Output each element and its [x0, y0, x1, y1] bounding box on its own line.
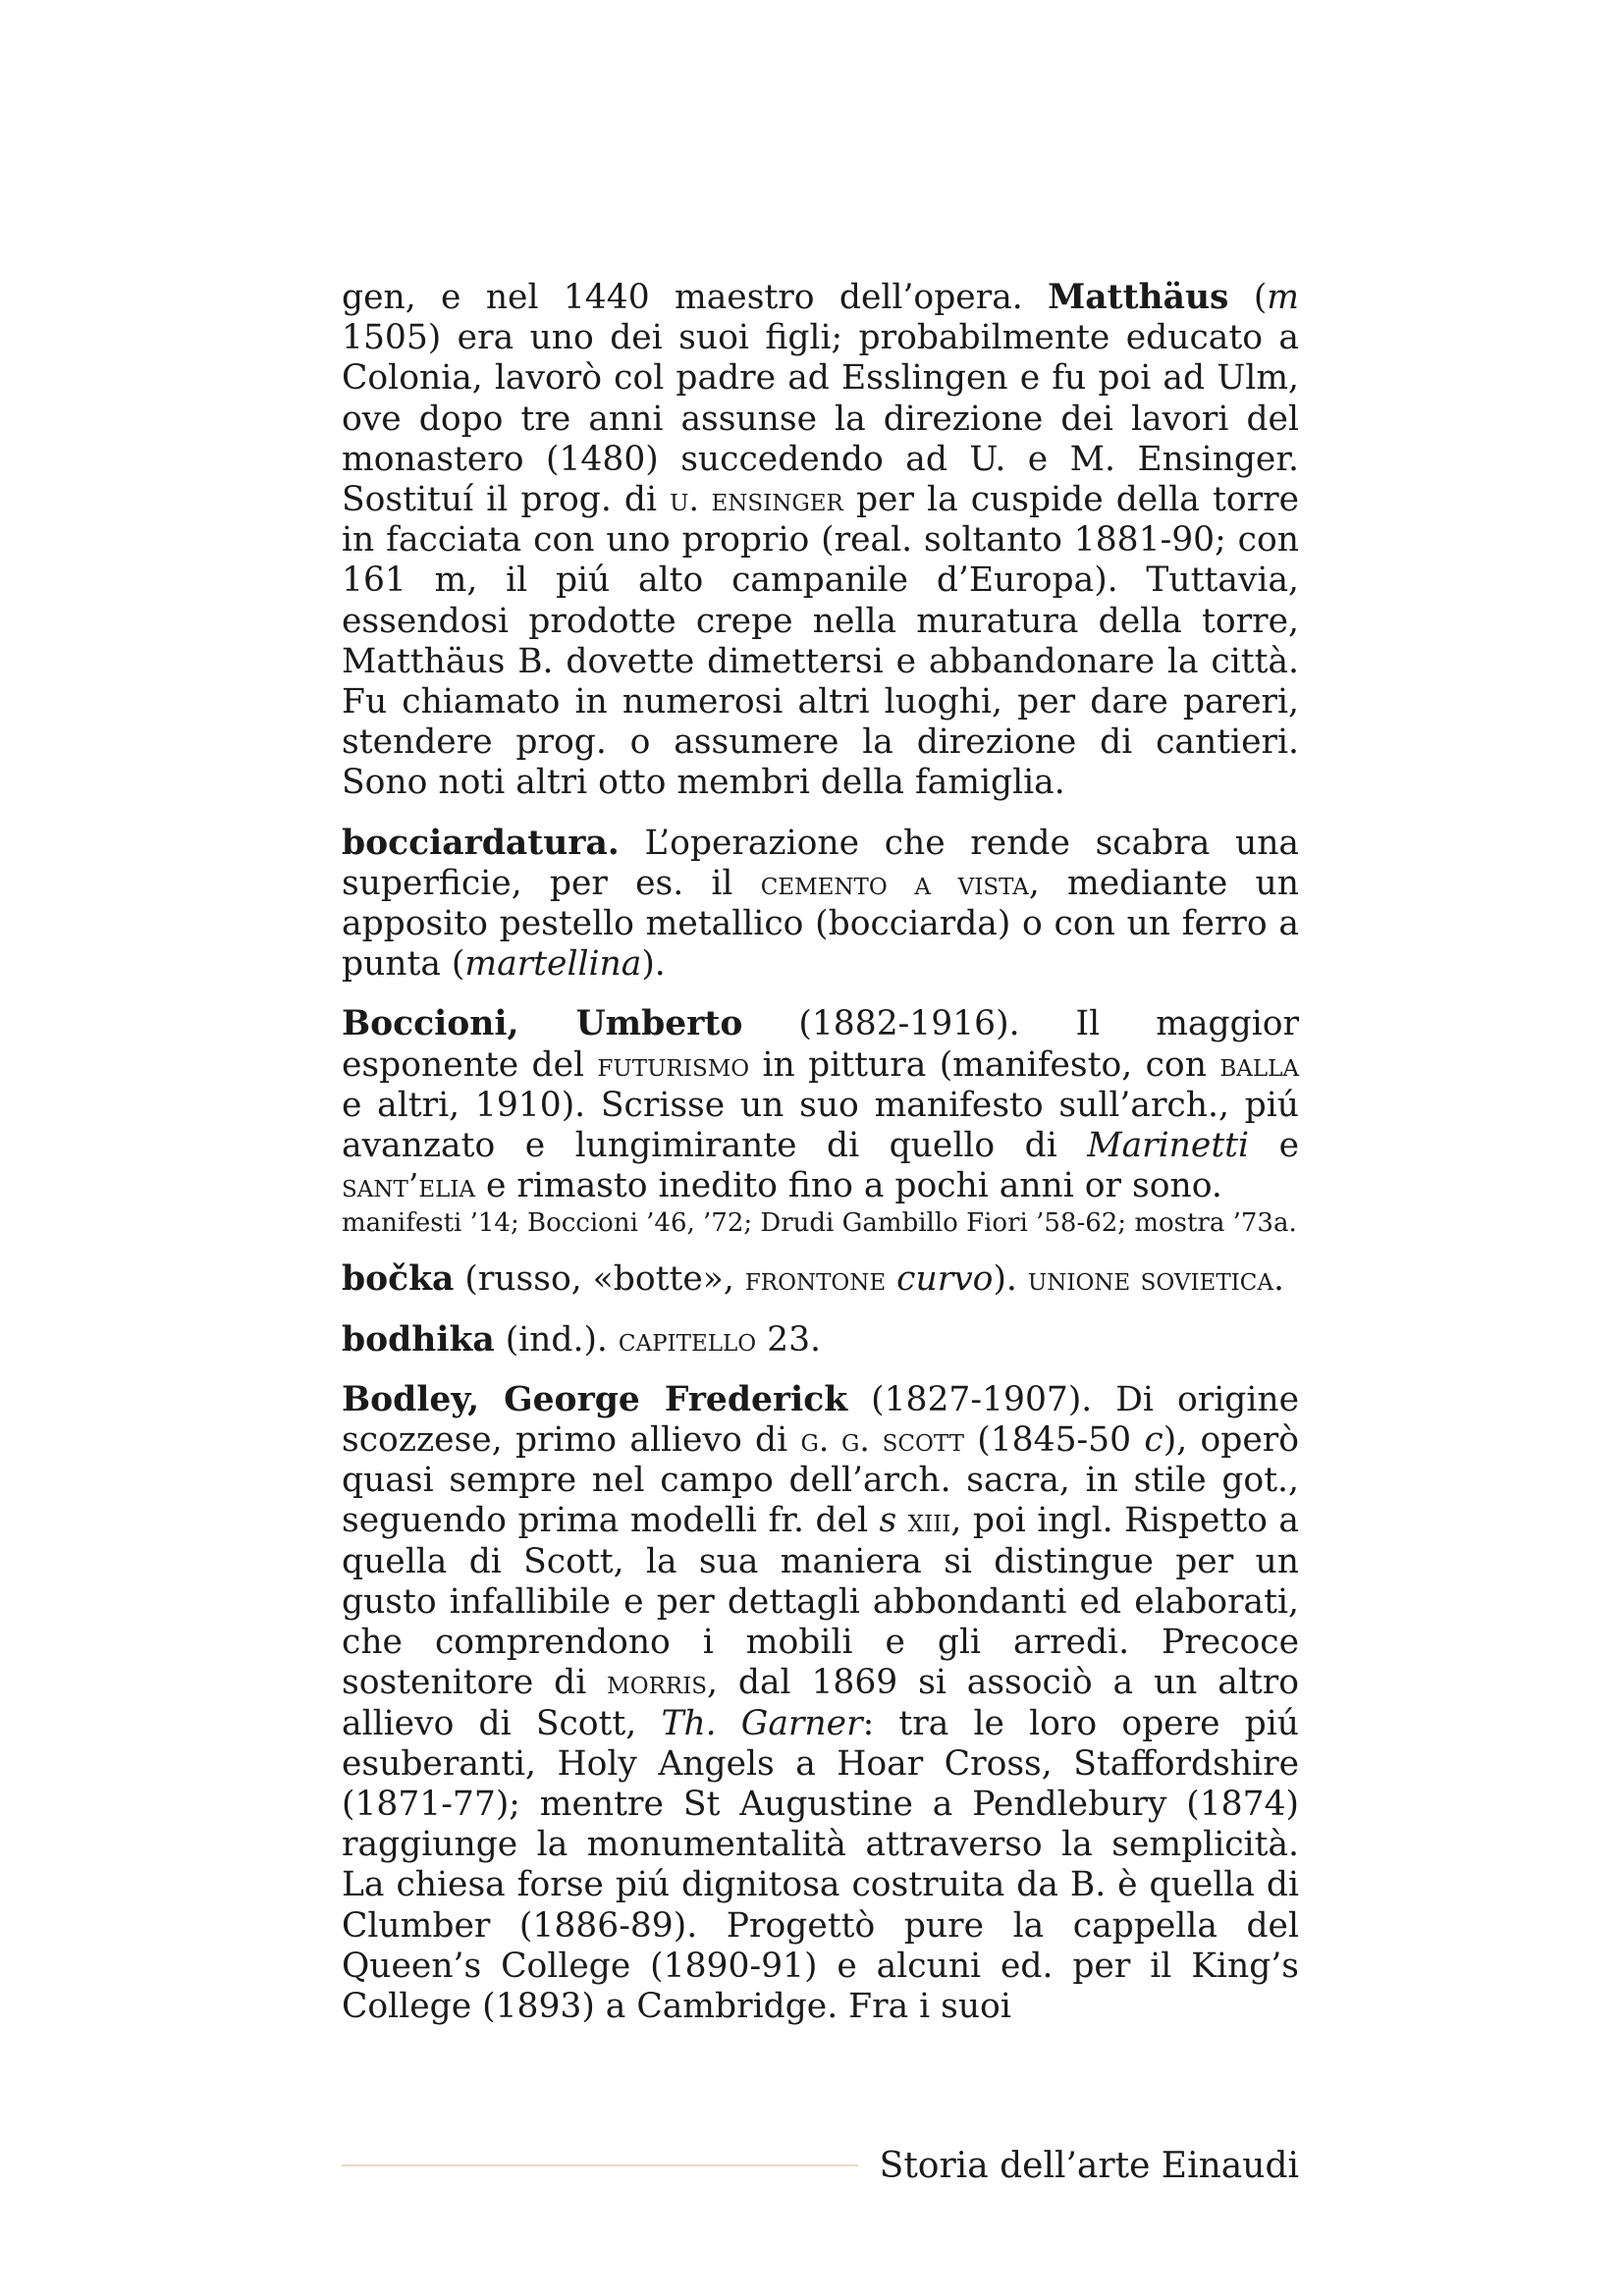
cross-reference: sant’elia [342, 1167, 476, 1205]
entry-text: gen, e nel 1440 maestro dell’opera. Matthäus (m 1505) era uno dei suoi figli; probabilmente educato a Colonia, lavorò col padre ad Esslingen e fu poi ad Ulm, ove dopo tre anni assunse la direzione dei lavori del monastero (1480) succedendo ad U. e M. Ensinger. Sostituí il prog. di u. ensinger per la cuspide della torre in facciata con uno proprio (real. soltanto 1881-90; con 161 m, il piú alto campanile d’Europa). Tuttavia, essendosi prodotte crepe nella muratura della torre, Matthäus B. dovette dimettersi e abbandonare la città. Fu chiamato in numerosi altri luoghi, per dare pareri, stendere prog. o assumere la direzione di cantieri. Sono noti altri otto membri della famiglia. [342, 278, 1299, 803]
entry-text: Bodley, George Frederick (1827-1907). Di origine scozzese, primo allievo di g. g. scott (1845-50 c), operò quasi sempre nel campo dell’arch. sacra, in stile got., seguendo prima modelli fr. del s xiii, poi ingl. Rispetto a quella di Scott, la sua maniera si distingue per un gusto infallibile e per dettagli abbondanti ed elaborati, che comprendono i mobili e gli arredi. Precoce sostenitore di morris, dal 1869 si associò a un altro allievo di Scott, Th. Garner: tra le loro opere piú esuberanti, Holy Angels a Hoar Cross, Staffordshire (1871-77); mentre St Augustine a Pendlebury (1874) raggiunge la monumentalità attraverso la semplicità. La chiesa forse piú dignitosa costruita da B. è quella di Clumber (1886-89). Progettò pure la cappella del Queen’s College (1890-91) e alcuni ed. per il King’s College (1893) a Cambridge. Fra i suoi [342, 1379, 1300, 2026]
cross-reference: cemento a vista [760, 864, 1029, 902]
entry-text: bocciardatura. L’operazione che rende scabra una superficie, per es. il cemento a vista, mediante un apposito pestello metallico (bocciarda) o con un ferro a punta (martellina). [342, 823, 1299, 985]
cross-reference: frontone [744, 1260, 887, 1299]
footer-title: Storia dell’arte Einaudi [879, 2145, 1299, 2186]
entry-boccioni [342, 1004, 1299, 1240]
page-footer [342, 2141, 1299, 2190]
footer-rule [342, 2164, 858, 2166]
bibliography: manifesti ’14; Boccioni ’46, ’72; Drudi Gambillo Fiori ’58-62; mostra ’73a. [342, 1208, 1297, 1239]
entry-head: Boccioni, Umberto [342, 1004, 743, 1044]
entry-bocka [342, 1259, 1299, 1300]
entry-bodhika [342, 1320, 1299, 1361]
entry-text: Boccioni, Umberto (1882-1916). Il maggior esponente del futurismo in pittura (manifesto, con balla e altri, 1910). Scrisse un suo manifesto sull’arch., piú avanzato e lungimirante di quello di Marinetti e sant’elia e rimasto inedito fino a pochi anni or sono. [342, 1004, 1300, 1206]
entry-head: bocciardatura. [342, 823, 620, 863]
entry-head: Bodley, George Frederick [342, 1379, 848, 1419]
entry-bodley [342, 1380, 1299, 2027]
entry-subhead: Matthäus [1048, 278, 1229, 317]
entry-boblinger [342, 278, 1299, 804]
cross-reference: u. ensinger [670, 481, 843, 519]
dictionary-page [342, 278, 1299, 2047]
cross-reference: balla [1219, 1045, 1299, 1084]
cross-reference: capitello [618, 1320, 757, 1359]
entry-text: bočka (russo, «botte», frontone curvo). unione sovietica. [342, 1259, 1284, 1300]
entry-text: bodhika (ind.). capitello 23. [342, 1319, 822, 1360]
cross-reference: g. g. scott [800, 1421, 964, 1460]
cross-reference: morris [607, 1664, 708, 1702]
entry-head: bočka [342, 1259, 455, 1300]
cross-reference: futurismo [597, 1045, 750, 1084]
cross-reference: xiii [907, 1502, 951, 1540]
entry-bocciardatura [342, 824, 1299, 986]
cross-reference: unione sovietica [1027, 1260, 1273, 1299]
entry-head: bodhika [342, 1319, 495, 1360]
